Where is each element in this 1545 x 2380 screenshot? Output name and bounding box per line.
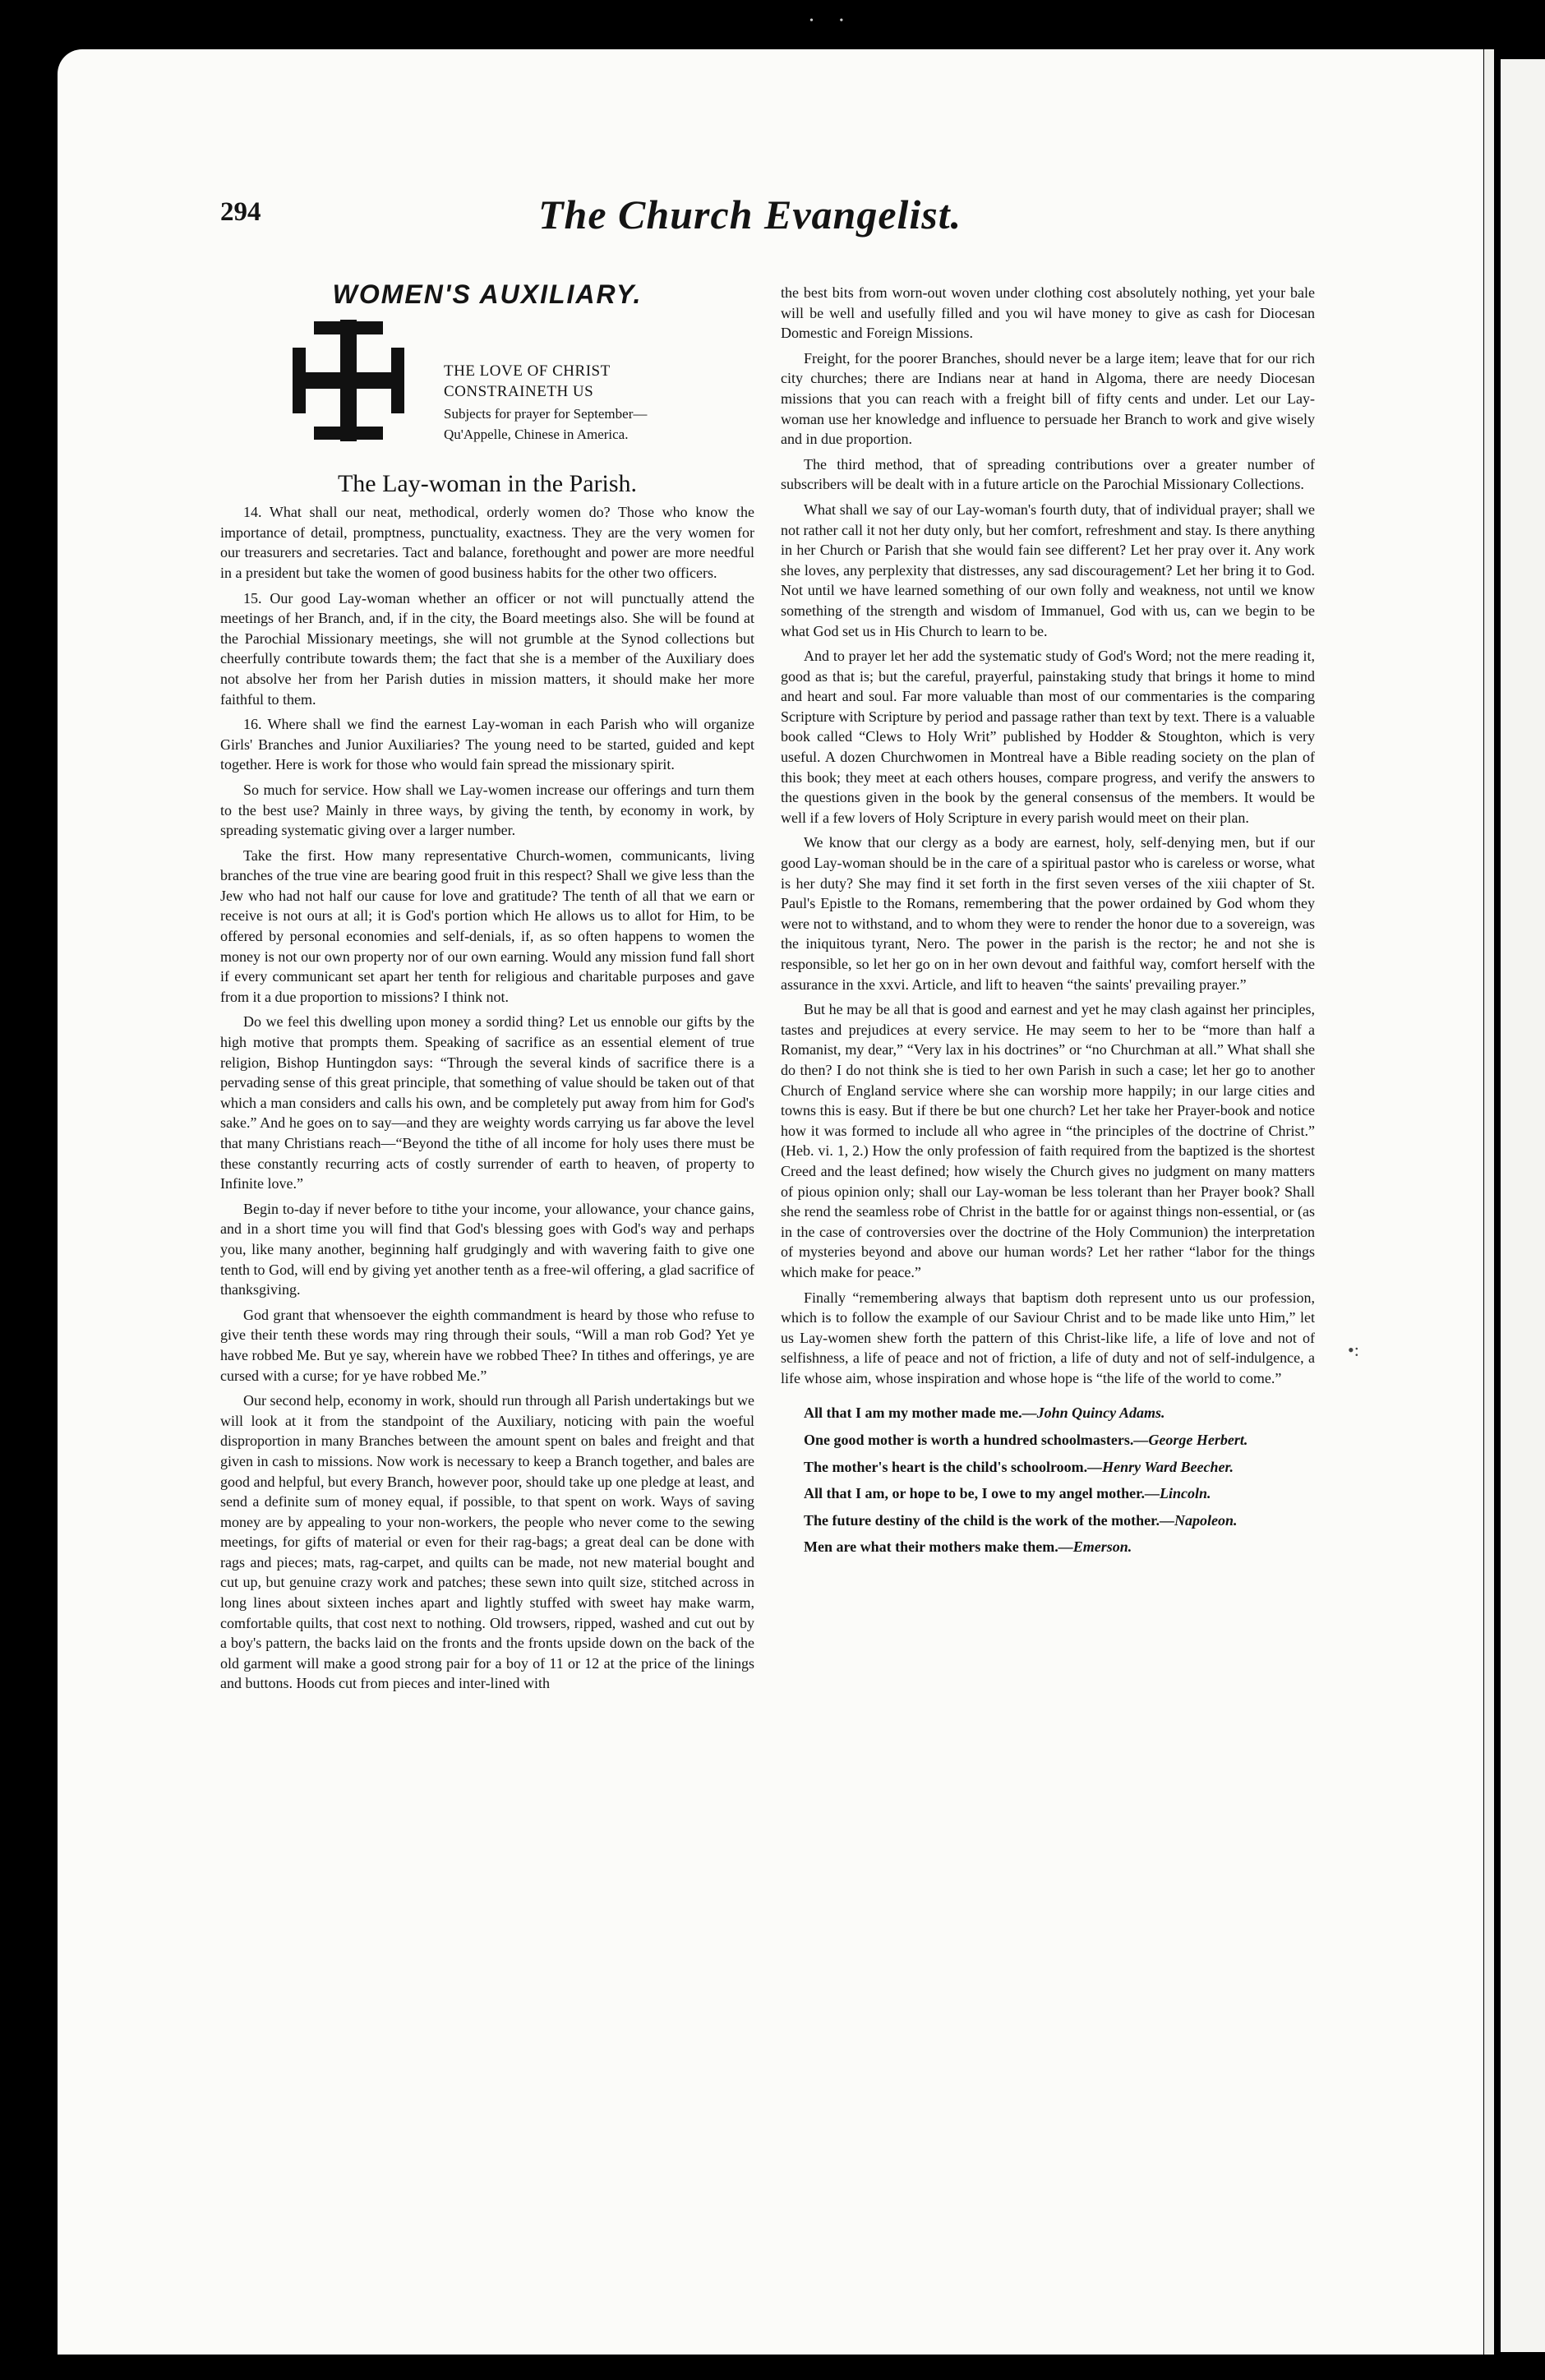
- paragraph: Do we feel this dwelling upon money a sordid thing? Let us ennoble our gifts by the high motive that prompts them. Speaking of sacrifice as an essential element of true religion, Bishop Huntingdon says: “Through the several kinds of sacrifice there is a pervading sense of this great principle, that something of value should be taken out of that which a man considers and calls his own, and be completely put away from him for God's sake.” And he goes on to say—and they are weighty words carrying us far above the level that many Christians reach—“Beyond the tithe of all income for holy uses there must be these constantly recurring acts of costly surrender of earth to heaven, of property to Infinite love.”: [220, 1013, 754, 1192]
- page-number: 294: [220, 197, 261, 227]
- right-column: [781, 283, 1315, 1564]
- quote-author: —Lincoln.: [1144, 1485, 1211, 1502]
- scan-specks: • •: [809, 15, 856, 27]
- paragraph: Take the first. How many representative Church-women, communicants, living branches of the true vine are bearing good fruit in this respect? Shall we give less than the Jew who had not half our cause for love and gratitude? The tenth of all that we earn or receive is not ours at all; it is God's portion which He allows us to allot for Him, to be offered by personal economies and self-denials, if, as so often happens to women the money is not our own property nor of our own earning. Would any mission fund fall short if every communicant set apart her tenth for religious and charitable purposes and gave from it a due proportion to missions? I think not.: [220, 846, 754, 1005]
- paragraph: Our second help, economy in work, should run through all Parish undertakings but we will look at it from the standpoint of the Auxiliary, noticing with pain the woeful disproportion in many Branches between the amount spent on bales and freight and that given in cash to missions. Now work is necessary to keep a Branch together, and bales are good and helpful, but every Branch, however poor, should take up one pledge at least, and send a definite sum of money equal, if possible, to that spent on work. Ways of saving money are by appealing to your non-workers, the people who never come to the sewing meetings, for gifts of material or even for their rag-bags; a great deal can be done with rags and pieces; mats, rag-carpet, and quilts can be made, not new material bought and cut up, but genuine crazy work and patches; these sewn into quilt size, stitched across in long lines about sixteen inches apart and lightly stuffed with sweet hay make warm, comfortable quilts, that cost next to nothing. Old trowsers, ripped, washed and cut out by a boy's pattern, the backs laid on the fronts and the fronts upside down on the back of the old garment will make a good strong pair for a boy of 11 or 12 at the price of the linings and buttons. Hoods cut from pieces and inter-lined with: [220, 1392, 754, 1692]
- article-subheading: The Lay-woman in the Parish.: [337, 469, 638, 497]
- quote: Men are what their mothers make them.—Emerson.: [804, 1538, 1132, 1556]
- paragraph: 15. Our good Lay-woman whether an officer or not will punctually attend the meetings of her Branch, and, if in the city, the Board meetings also. She will be found at the Parochial Missionary meetings, she will not grumble at the Synod collections but cheerfully contribute towards them; the fact that she is a member of the Auxiliary does not absolve her from her Parish duties in mission matters, it should make her more faithful to them.: [220, 589, 754, 708]
- quote-author: —George Herbert.: [1133, 1432, 1248, 1449]
- mother-quotes: [781, 1403, 1315, 1557]
- paragraph: 14. What shall our neat, methodical, orderly women do? Those who know the importance of detail, promptness, punctuality, exactness. They are the very women for our treasurers and secretaries. Tact and balance, forethought and power are more needful in a president but take the women of good business habits for the other two officers.: [220, 504, 754, 581]
- paragraph: 16. Where shall we find the earnest Lay-woman in each Parish who will organize Girls' Branches and Junior Auxiliaries? The young need to be started, guided and kept together. Here is work for those who would fain spread the missionary spirit.: [220, 716, 754, 773]
- left-column: [220, 279, 754, 1699]
- paragraph: Freight, for the poorer Branches, should never be a large item; leave that for our rich city churches; there are Indians near at hand in Algoma, there are needy Diocesan missions that you can reach with a freight bill of fifty cents and under. Let our Lay-woman use her knowledge and influence to persuade her Branch to work and give wisely and in due proportion.: [781, 349, 1315, 448]
- paragraph: Finally “remembering always that baptism doth represent unto us our profession, which is to follow the example of our Saviour Christ and to be made like unto Him,” let us Lay-women shew forth the pattern of this Christ-like life, a life of love and not of selfishness, a life of peace and not of friction, a life of duty and not of self-indulgence, a life whose aim, whose inspiration and whose hope is “the life of the world to come.”: [781, 1289, 1315, 1386]
- running-title: The Church Evangelist.: [538, 191, 962, 238]
- quote-author: —Emerson.: [1058, 1538, 1132, 1556]
- paragraph: And to prayer let her add the systematic study of God's Word; not the mere reading it, good as that is; but the careful, prayerful, painstaking study that brings it home to mind and heart and soul. Far more valuable than most of our commentaries is the comparing Scripture with Scripture by period and passage rather than text by text. There is a valuable book called “Clews to Holy Writ” published by Hodder & Stoughton, which is very useful. A dozen Churchwomen in Montreal have a Bible reading society on the plan of this book; they meet at each others houses, compare progress, and verify the answers to the questions given in the book by the general consensus of the members. It would be well if a few lovers of Holy Scripture in every parish would meet on their plan.: [781, 648, 1315, 826]
- quote: All that I am my mother made me.—John Quincy Adams.: [804, 1404, 1165, 1422]
- prayer-subjects: Qu'Appelle, Chinese in America.: [444, 426, 629, 442]
- paragraph: The third method, that of spreading contributions over a greater number of subscribers will be dealt with in a future article on the Parochial Missionary Collections.: [781, 455, 1315, 493]
- section-heading: WOMEN'S AUXILIARY.: [332, 279, 643, 309]
- paragraph: God grant that whensoever the eighth commandment is heard by those who refuse to give their tenth these words may ring through their souls, “Will a man rob God? Yet ye have robbed Me. But ye say, wherein have we robbed Thee? In tithes and offerings, ye are cursed with a curse; for ye have robbed Me.”: [220, 1306, 754, 1384]
- paragraph: So much for service. How shall we Lay-women increase our offerings and turn them to the best use? Mainly in three ways, by giving the tenth, by economy in work, by spreading systematic giving over a larger number.: [220, 781, 754, 839]
- prayer-subjects: Subjects for prayer for September—: [444, 405, 648, 422]
- adjacent-page-edge: [1501, 59, 1545, 2352]
- quote: The mother's heart is the child's schoolroom.—Henry Ward Beecher.: [804, 1458, 1234, 1475]
- motto-line: THE LOVE OF CHRIST: [444, 362, 611, 380]
- paragraph: But he may be all that is good and earnest and yet he may clash against her principles, tastes and prejudices at every service. He may seem to her to be “more than half a Romanist, my dear,” “Very lax in his doctrines” or “no Churchman at all.” What shall she do then? I do not think she is tied to her own Parish in such a case; let her go to another Church of England service where she can worship more happily; in our large cities and towns this is easy. But if there be but one church? Let her take her Prayer-book and notice how it was formed to include all who agree in “the principles of the doctrine of Christ.” (Heb. vi. 1, 2.) How the only profession of faith required from the baptized is the shortest Creed and the least defined; how wisely the Church gives no judgment on many matters of pious opinion only; shall our Lay-woman be less tolerant than her Prayer book? Shall she rend the seamless robe of Christ in the battle for or against things non-essential, or (as in the case of controversies over the doctrine of the Holy Communion) the interpretation of mysteries beyond and above our human words? Let her rather “labor for the things which make for peace.”: [781, 1001, 1315, 1280]
- cross-potent-icon: [293, 320, 404, 441]
- paragraph: We know that our clergy as a body are earnest, holy, self-denying men, but if our good Lay-woman should be in the care of a spiritual pastor who is careless or worse, what is her duty? She may find it set forth in the first seven verses of the xiii chapter of St. Paul's Epistle to the Romans, remembering that the power ordained by God whom they were not to withstand, and to whom they were to render the honor due to a sovereign, was the iniquitous tyrant, Nero. The power in the parish is the rector; he and not she is responsible, so let her go on in her own devout and faithful way, comfort herself with the assurance in the xxvi. Article, and lift to heaven “the saints' prevailing prayer.”: [781, 834, 1315, 993]
- quote-author: —John Quincy Adams.: [1022, 1404, 1165, 1422]
- page-edge: [1484, 49, 1494, 2355]
- quote: All that I am, or hope to be, I owe to my angel mother.—Lincoln.: [804, 1485, 1211, 1502]
- paragraph: Begin to-day if never before to tithe your income, your allowance, your chance gains, and in a short time you will find that God's blessing goes with God's way and perhaps you, like many another, beginning half grudgingly and with wavering faith to give one tenth to God, will end by giving yet another tenth as a free-wil offering, a glad sacrifice of thanksgiving.: [220, 1200, 754, 1298]
- quote-author: —Henry Ward Beecher.: [1087, 1458, 1234, 1475]
- quote: One good mother is worth a hundred schoolmasters.—George Herbert.: [804, 1432, 1248, 1449]
- motto-line: CONSTRAINETH US: [444, 382, 594, 400]
- quote-author: —Napoleon.: [1160, 1511, 1238, 1529]
- paragraph: the best bits from worn-out woven under clothing cost absolutely nothing, yet your bale will be well and usefully filled and you wil have money to give as cash for Diocesan Domestic and Foreign Missions.: [781, 284, 1315, 342]
- margin-mark: •:: [1348, 1340, 1359, 1360]
- emblem-block: [220, 320, 754, 469]
- emblem-text: [444, 361, 740, 443]
- paragraph: What shall we say of our Lay-woman's fourth duty, that of individual prayer; shall we not rather call it not her duty only, but her comfort, refreshment and stay. Is there anything in her Church or Parish that she would fain see different? Let her pray over it. Any work she loves, any perplexity that distresses, any sad discouragement? Let her bring it to God. Not until we have learned something of our own folly and weakness, not until we know something of the strength and wisdom of Immanuel, God with us, can we begin to be what God set us in His Church to learn to be.: [781, 500, 1315, 639]
- quote: The future destiny of the child is the work of the mother.—Napoleon.: [804, 1511, 1238, 1529]
